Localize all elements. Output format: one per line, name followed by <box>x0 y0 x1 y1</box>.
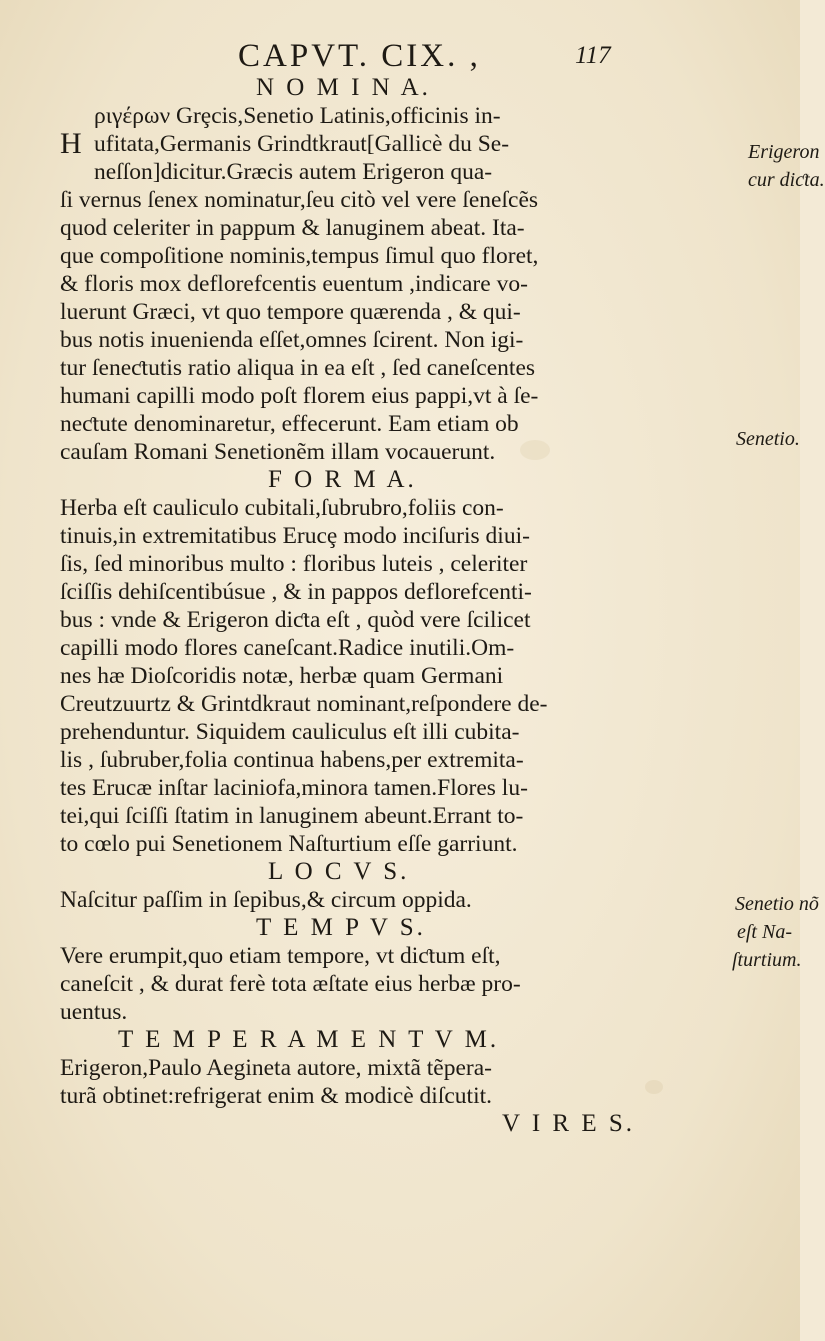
text-line: tur ſeneƈtutis ratio aliqua in ea eſt , ſed caneſcentes <box>60 355 536 381</box>
paper-stain <box>520 440 550 460</box>
text-line: tes Erucæ inſtar laciniofa,minora tamen.Flores lu- <box>60 775 528 801</box>
section-heading-tempus: T E M P V S. <box>256 914 426 941</box>
text-line: lis , ſubruber,folia continua habens,per extremita- <box>60 747 524 773</box>
main-text-block <box>60 74 636 1138</box>
text-line: Vere erumpit,quo etiam tempore, vt diƈtum eſt, <box>60 943 501 969</box>
text-line: tei,qui ſciſſi ſtatim in lanuginem abeunt.Errant to- <box>60 803 524 829</box>
text-line: ſis, ſed minoribus multo : floribus luteis , celeriter <box>60 551 528 577</box>
text-line: humani capilli modo poſt florem eius pappi,vt à ſe- <box>60 383 539 409</box>
text-line: neſſon]dicitur.Græcis autem Erigeron qua- <box>94 159 493 185</box>
page-number: 117 <box>575 42 611 69</box>
marginal-note: cur diƈta. <box>748 169 825 191</box>
text-line: uentus. <box>60 999 128 1025</box>
text-line: bus : vnde & Erigeron diƈta eſt , quòd vere ſcilicet <box>60 607 531 633</box>
marginal-note: Erigeron <box>748 141 820 163</box>
marginal-note: Senetio. <box>736 428 800 450</box>
text-line: Herba eſt cauliculo cubitali,ſubrubro,foliis con- <box>60 495 504 521</box>
text-line: Naſcitur paſſim in ſepibus,& circum oppida. <box>60 887 472 913</box>
text-line: Creutzuurtz & Grintdkraut nominant,reſpondere de- <box>60 691 548 717</box>
text-line: luerunt Græci, vt quo tempore quærenda , & qui- <box>60 299 521 325</box>
paper-stain <box>645 1080 663 1094</box>
section-heading-forma: F O R M A. <box>268 466 417 493</box>
section-heading-nomina: N O M I N A. <box>256 74 431 101</box>
text-line <box>60 102 620 130</box>
page-header <box>0 38 800 78</box>
text-line: to cœlo pui Senetionem Naſturtium eſſe garriunt. <box>60 831 518 857</box>
text-line: nes hæ Dioſcoridis notæ, herbæ quam Germani <box>60 663 504 689</box>
text-line: que compoſitione nominis,tempus ſimul quo floret, <box>60 243 539 269</box>
text-line: quod celeriter in pappum & lanuginem abeat. Ita- <box>60 215 525 241</box>
section-heading-vires: V I R E S. <box>502 1110 636 1137</box>
text-line: capilli modo flores caneſcant.Radice inutili.Om- <box>60 635 515 661</box>
text-line: tinuis,in extremitatibus Erucȩ modo inciſuris diui- <box>60 523 530 549</box>
running-title: CAPVT. CIX. , <box>238 38 481 74</box>
text-line-content: ufitata,Germanis Grindtkraut[Gallicè du Se- <box>94 131 510 157</box>
text-line: & floris mox deflorefcentis euentum ,indicare vo- <box>60 271 528 297</box>
section-heading-temperamentum: T E M P E R A M E N T V M. <box>118 1026 500 1053</box>
text-line: cauſam Romani Senetionẽm illam vocauerunt. <box>60 439 496 465</box>
section-heading-locus: L O C V S. <box>268 858 410 885</box>
text-line: neƈtute denominaretur, effecerunt. Eam etiam ob <box>60 411 519 437</box>
initial-letter: H <box>60 127 82 160</box>
marginal-note: eſt Na- <box>737 921 792 943</box>
text-line: ſi vernus ſenex nominatur,ſeu citò vel vere ſeneſcẽs <box>60 187 539 213</box>
text-line-content: ριγέρων Grȩcis,Senetio Latinis,officinis in- <box>94 103 501 129</box>
text-line: caneſcit , & durat ferè tota æſtate eius herbæ pro- <box>60 971 521 997</box>
text-line: ſciſſis dehiſcentibúsue , & in pappos deflorefcenti- <box>60 579 532 605</box>
text-line: Erigeron,Paulo Aegineta autore, mixtã tẽpera- <box>60 1055 492 1081</box>
text-line: prehenduntur. Siquidem cauliculus eſt illi cubita- <box>60 719 520 745</box>
text-line: turã obtinet:refrigerat enim & modicè diſcutit. <box>60 1083 492 1109</box>
marginal-note: Senetio nõ <box>735 893 819 915</box>
marginal-note: ſturtium. <box>732 949 802 971</box>
text-line <box>60 127 620 160</box>
text-line: bus notis inuenienda eſſet,omnes ſcirent. Non igi- <box>60 327 524 353</box>
